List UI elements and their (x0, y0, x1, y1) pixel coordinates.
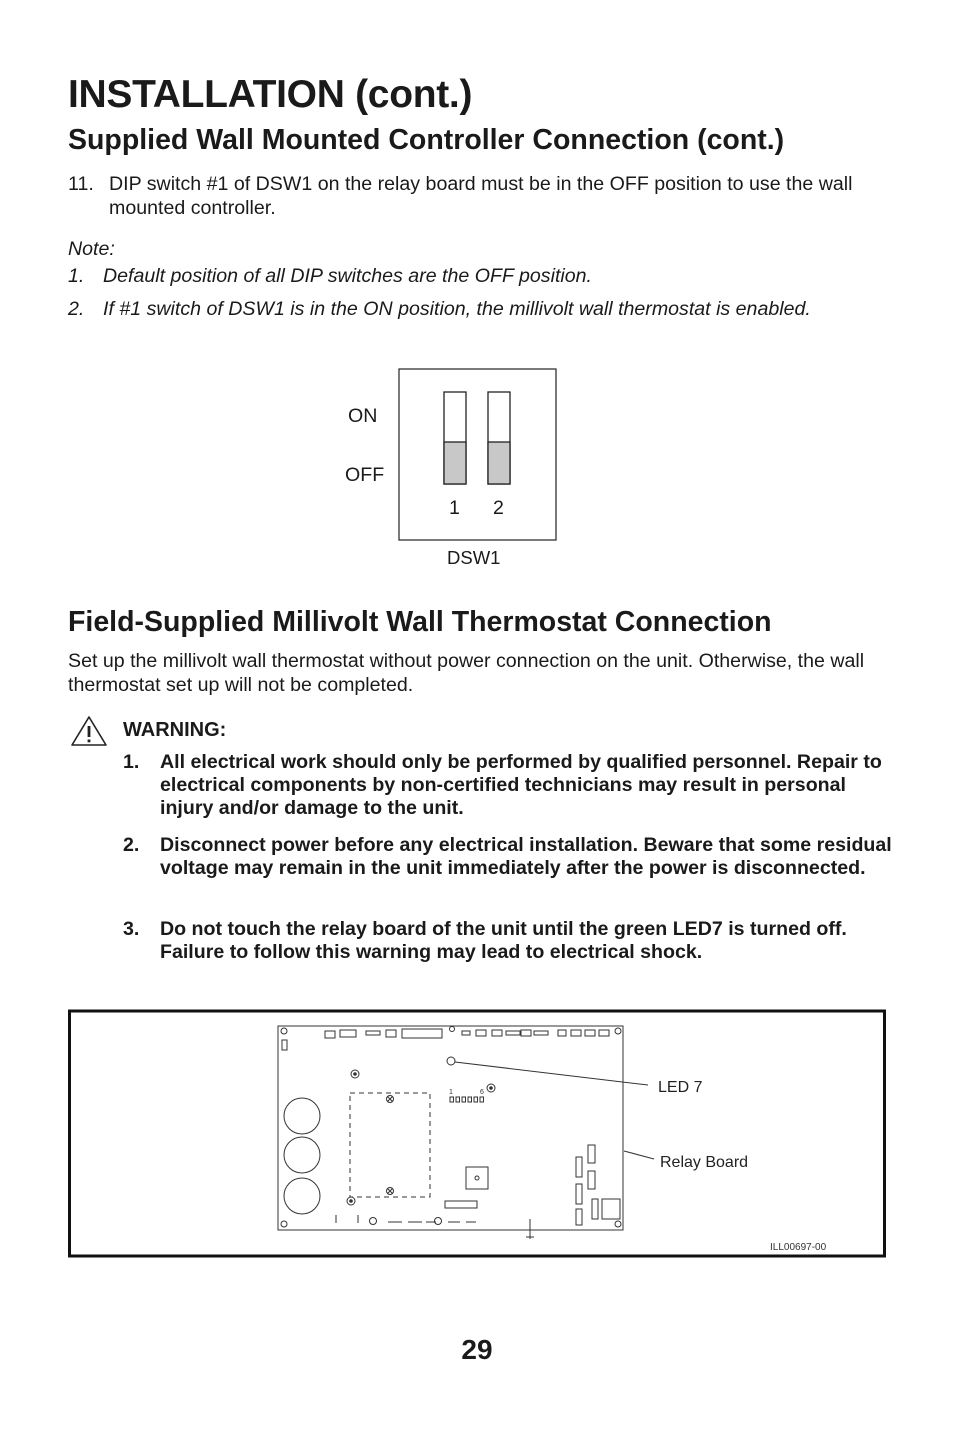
note-text: If #1 switch of DSW1 is in the ON position, the millivolt wall thermostat is enabled. (103, 298, 811, 320)
dip-number-1: 1 (449, 497, 460, 519)
note-number: 1. (68, 265, 85, 287)
dip-number-2: 2 (493, 497, 504, 519)
section-paragraph: Set up the millivolt wall thermostat without power connection on the unit. Otherwise, the wall thermostat set up will not be completed. (68, 650, 865, 696)
dip-mark-6: 6 (480, 1089, 484, 1096)
note-item (68, 264, 888, 288)
warning-number: 2. (123, 834, 140, 856)
note-number: 2. (68, 298, 85, 320)
dip-switch-diagram (398, 368, 558, 542)
relay-board-figure (68, 1009, 886, 1259)
section-subtitle: Supplied Wall Mounted Controller Connection (cont.) (68, 124, 785, 156)
note-item (68, 297, 888, 345)
step-text: DIP switch #1 of DSW1 on the relay board must be in the OFF position to use the wall mounted controller. (109, 173, 853, 219)
warning-text: Disconnect power before any electrical installation. Beware that some residual voltage may remain in the unit immediately after the power is disconnected. (160, 834, 892, 879)
note-label: Note: (68, 238, 115, 260)
dip-on-label: ON (348, 405, 378, 427)
warning-number: 1. (123, 751, 140, 773)
page-title: INSTALLATION (cont.) (68, 73, 473, 116)
section-title: Field-Supplied Millivolt Wall Thermostat Connection (68, 606, 772, 638)
warning-number: 3. (123, 918, 140, 940)
warning-text: All electrical work should only be performed by qualified personnel. Repair to electrical components by non-certified technicians may result in personal injury and/or damage to the unit. (160, 751, 882, 819)
dip-mark-1: 1 (449, 1089, 453, 1096)
warning-triangle-icon (70, 715, 108, 747)
warning-item (123, 918, 893, 988)
ill-code: ILL00697-00 (770, 1242, 827, 1253)
led-7-label: LED 7 (658, 1079, 703, 1096)
dip-off-label: OFF (345, 464, 385, 486)
figure-frame (70, 1011, 885, 1256)
dip-switch-frame (399, 369, 556, 540)
warning-label: WARNING: (123, 719, 227, 741)
note-text: Default position of all DIP switches are the OFF position. (103, 265, 592, 287)
dip-caption: DSW1 (447, 547, 501, 568)
dip-switch-1-knob (444, 442, 466, 484)
step-11 (68, 172, 898, 222)
step-number: 11. (68, 173, 94, 195)
relay-board-label: Relay Board (660, 1154, 749, 1171)
page-number: 29 (461, 1334, 493, 1365)
dip-switch-2-knob (488, 442, 510, 484)
warning-item (123, 834, 893, 904)
warning-text: Do not touch the relay board of the unit until the green LED7 is turned off. Failure to follow this warning may lead to electrical shock. (160, 918, 847, 963)
warning-item (123, 751, 893, 821)
